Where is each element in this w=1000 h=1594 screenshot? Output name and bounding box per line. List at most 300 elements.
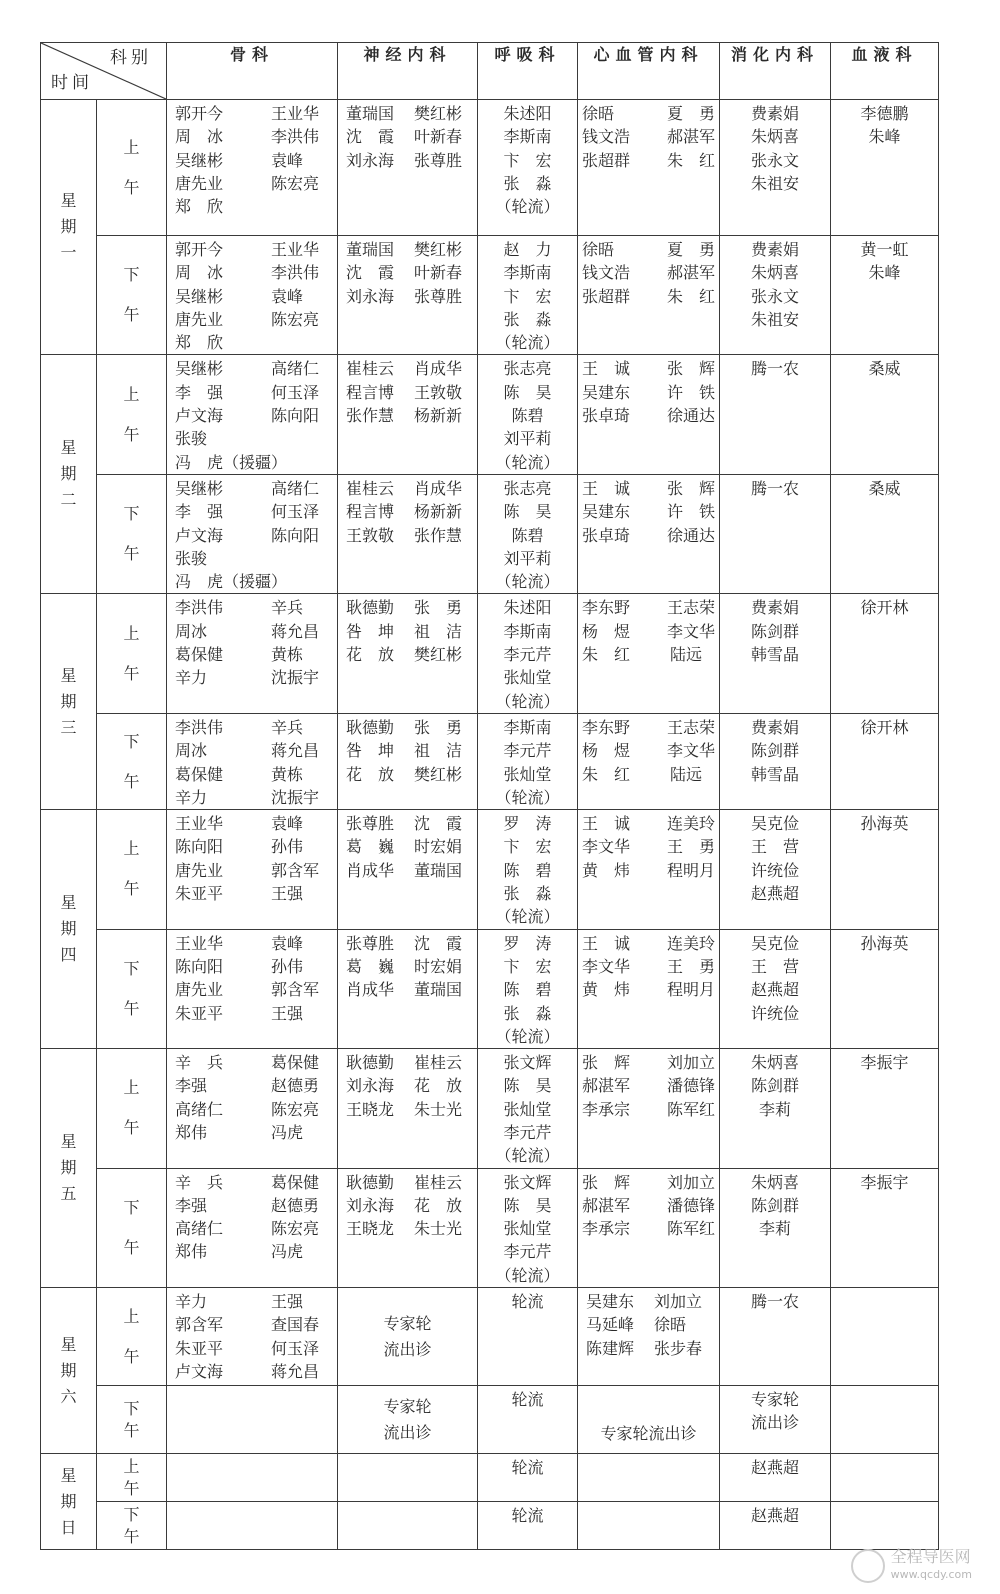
day-char: 期 [60,217,77,237]
day-char: 日 [60,1517,77,1537]
session-label-tue-pm [97,474,167,593]
doctor-name: 腾一农 [750,478,799,498]
doctor-name: （轮流） [495,787,560,807]
doctor-name: 王 诚 [582,933,631,953]
doctor-name: 韩雪晶 [750,764,799,784]
name-line [171,172,333,195]
doctor-name: 李元芹 [503,645,552,665]
hematology-cell [831,1168,939,1287]
doctor-name: 吴建东 [582,382,631,402]
doctor-name: 赵德勇 [271,1076,320,1096]
name-line [171,102,333,125]
doctor-name: 郝湛军 [666,127,715,147]
name-line [171,1051,333,1074]
doctor-name: 徐通达 [666,525,715,545]
cardiology-cell [578,100,720,236]
hematology-cell [831,1502,939,1550]
doctor-name: 王敦敬 [346,525,395,545]
doctor-name: 朱炳喜 [750,1172,799,1192]
name-line [342,932,473,955]
doctor-name: 樊红彬 [414,240,463,259]
respiratory-cell [478,713,578,809]
weekend-rows [41,1288,939,1550]
session-char: 下 [123,731,140,751]
doctor-name: 王强 [271,1292,304,1312]
name-line [171,1194,333,1217]
doctor-name: 张 辉 [582,1172,631,1192]
neurology-cell [338,713,478,809]
name-line [171,308,333,331]
doctor-name: 葛保健 [175,645,224,665]
name-line [342,1051,473,1074]
session-label-sat-am [97,1288,167,1386]
doctor-name: 祖 洁 [414,741,463,761]
doctor-name: 冯 虎（援疆） [175,452,288,472]
doctor-name: 陈碧 [511,525,544,545]
name-line [342,1217,473,1240]
doctor-name: 赵燕超 [750,980,799,1000]
name-line [582,261,715,284]
doctor-name: 樊红彬 [414,764,463,784]
rotation-text: 轮流 [511,1292,544,1312]
doctor-name: 陈军红 [666,1099,715,1119]
name-line [342,596,473,619]
doctor-name [267,547,271,570]
doctor-name: 刘平莉 [503,548,552,568]
hematology-cell [831,1049,939,1168]
doctor-name: 朱述阳 [503,104,552,123]
doctor-name: 朱述阳 [503,598,552,618]
schedule-row-sat-pm [41,1386,939,1454]
doctor-name: 辛兵 [271,717,304,737]
doctor-name: 李文华 [666,741,715,761]
doctor-name: 许 铁 [666,382,715,402]
hematology-cell [831,236,939,355]
doctor-name: 费素娟 [750,717,799,737]
doctor-name: 朱士光 [414,1219,463,1239]
cardiology-cell [578,1168,720,1287]
doctor-name: 陈向阳 [175,956,224,976]
name-line [171,285,333,308]
name-line [171,357,333,380]
cardiology-cell [578,236,720,355]
doctor-name [267,331,271,354]
name-line [171,547,333,570]
session-char: 下 [123,504,140,524]
doctor-name: 徐晤 [654,1315,687,1335]
name-line [582,125,715,148]
watermark-text [891,1548,972,1584]
doctor-name: 陈 昊 [503,1076,552,1096]
doctor-name: 王业华 [175,814,224,834]
doctor-name: （轮流） [495,691,560,711]
name-line [171,666,333,689]
doctor-name: 肖成华 [346,980,395,1000]
doctor-name: 郭含军 [271,980,320,1000]
doctor-name: 查国春 [271,1315,320,1335]
day-char: 三 [60,717,77,737]
orthopedics-cell [167,929,338,1048]
gastro-note-cell [720,1386,831,1454]
doctor-name: 冯虎 [271,1242,304,1262]
doctor-name: 张作慧 [414,525,463,545]
name-line [342,716,473,739]
schedule-row-wed-am [41,594,939,713]
name-line [342,835,473,858]
hematology-cell [831,594,939,713]
doctor-name: 张永文 [750,286,799,306]
doctor-name: 卞 宏 [503,837,552,857]
doctor-name: 张卓琦 [582,406,631,426]
session-char: 午 [123,879,140,899]
name-line [582,716,715,739]
name-line [582,477,715,500]
name-line [171,643,333,666]
doctor-name: 咎 坤 [346,621,395,641]
name-line [582,1051,715,1074]
orthopedics-cell [167,236,338,355]
doctor-name: 王志荣 [666,598,715,618]
doctor-name: 陈宏亮 [271,1099,320,1119]
doctor-name: 董瑞国 [346,104,395,123]
doctor-name: 李 强 [175,502,224,522]
gastro-cell [720,1454,831,1502]
name-line [171,1002,333,1025]
doctor-name: 罗 涛 [503,933,552,953]
doctor-name: 董瑞国 [414,980,463,1000]
doctor-name: （轮流） [495,1146,560,1166]
doctor-name: 周冰 [175,621,208,641]
schedule-row-sun-am [41,1454,939,1502]
doctor-name: （轮流） [495,572,560,592]
neurology-cell [338,355,478,474]
doctor-name: 耿德勤 [346,717,395,737]
session-char: 上 [123,137,140,157]
rotation-note: 流出诊 [750,1413,799,1433]
doctor-name: 陈军红 [666,1219,715,1239]
doctor-name: （轮流） [495,1026,560,1046]
name-line [171,477,333,500]
rotation-note: 流出诊 [383,1339,432,1359]
rotation-note: 专家轮 [750,1390,799,1410]
session-label-tue-am [97,355,167,474]
gastro-cell [720,929,831,1048]
doctor-name: 陈 碧 [503,860,552,880]
gastro-cell [720,236,831,355]
doctor-name: 连美玲 [666,814,715,834]
doctor-name: 郭含军 [175,1315,224,1335]
gastro-cell [720,1502,831,1550]
doctor-name: 杨新新 [414,502,463,522]
session-char: 午 [123,1346,140,1366]
doctor-name: 崔桂云 [346,478,395,498]
orthopedics-cell [167,713,338,809]
neurology-cell [338,100,478,236]
doctor-name: 冯虎 [271,1122,304,1142]
watermark-name: 全程导医网 [890,1547,971,1566]
cardiology-cell [578,810,720,929]
name-line [342,357,473,380]
name-line [171,404,333,427]
day-char: 期 [60,919,77,939]
name-line [171,835,333,858]
doctor-name: 沈振宇 [271,668,320,688]
gastro-cell [720,810,831,929]
doctor-name: 张步春 [654,1338,703,1358]
doctor-name: 张灿堂 [503,1099,552,1119]
doctor-name: 蒋允昌 [271,621,320,641]
rotation-note: 专家轮流出诊 [600,1424,697,1444]
corner-label-time: 时间 [51,72,93,93]
doctor-name: 耿德勤 [346,1172,395,1192]
doctor-name: 黄 炜 [582,860,631,880]
doctor-name: 刘永海 [346,150,395,170]
name-line [582,739,715,762]
name-line [582,524,715,547]
name-line [582,955,715,978]
doctor-name: 张灿堂 [503,668,552,688]
doctor-name: 吴继彬 [175,359,224,379]
hematology-cell [831,355,939,474]
doctor-name: 费素娟 [750,598,799,618]
doctor-name: 李元芹 [503,741,552,761]
doctor-name: 唐先业 [175,173,224,193]
doctor-name: 朱炳喜 [750,127,799,147]
doctor-name: 陆远 [670,645,703,665]
doctor-name: 陈宏亮 [271,1219,320,1239]
schedule-row-sun-pm [41,1502,939,1550]
day-char: 五 [60,1184,77,1204]
doctor-name: 崔桂云 [414,1053,463,1073]
hematology-cell [831,929,939,1048]
doctor-name: 张 淼 [503,173,552,193]
doctor-name: 陈剑群 [750,741,799,761]
name-line [342,1194,473,1217]
schedule-row-fri-pm [41,1168,939,1287]
name-line [582,812,715,835]
name-line [171,978,333,1001]
rotation-text: 轮流 [511,1458,544,1478]
neurology-cell [338,1454,478,1502]
respiratory-cell [478,474,578,593]
doctor-name: 花 放 [346,645,395,665]
name-line [582,835,715,858]
name-line [171,500,333,523]
doctor-name: 郭开今 [175,240,224,259]
name-line [171,596,333,619]
doctor-name: 郭开今 [175,104,224,123]
doctor-name: 朱峰 [868,127,901,147]
doctor-name: 高绪仁 [175,1099,224,1119]
name-line [171,381,333,404]
dept-header-respiratory: 呼吸科 [478,43,578,100]
doctor-name [267,195,271,218]
doctor-name: （轮流） [495,1265,560,1285]
schedule-row-fri-am [41,1049,939,1168]
day-char: 星 [60,893,77,913]
doctor-name: 董瑞国 [414,860,463,880]
doctor-name: 刘平莉 [503,429,552,449]
doctor-name: 杨新新 [414,406,463,426]
respiratory-cell [478,1288,578,1386]
doctor-name: 吴建东 [586,1292,635,1312]
doctor-name: 刘加立 [666,1172,715,1192]
doctor-name: 沈振宇 [271,787,320,807]
cardiology-cell [578,1502,720,1550]
doctor-name: 高绪仁 [271,478,320,498]
session-char: 午 [123,544,140,564]
doctor-name: 程明月 [666,980,715,1000]
cardiology-cell [578,1454,720,1502]
doctor-name: 唐先业 [175,860,224,880]
doctor-name: 张 辉 [666,478,715,498]
hematology-cell [831,713,939,809]
doctor-name: 腾一农 [750,359,799,379]
doctor-name: （轮流） [495,452,560,472]
doctor-name: 樊红彬 [414,104,463,123]
doctor-name: 周冰 [175,741,208,761]
doctor-name: 辛力 [175,668,208,688]
doctor-name: 朱炳喜 [750,1053,799,1073]
name-line [342,739,473,762]
day-char: 星 [60,1334,77,1354]
doctor-name: 刘加立 [654,1292,703,1312]
name-line [342,477,473,500]
session-char: 上 [123,384,140,404]
session-label-thu-am [97,810,167,929]
gastro-cell [720,1168,831,1287]
doctor-name: 程明月 [666,860,715,880]
doctor-name: 许统俭 [750,1003,799,1023]
orthopedics-cell [167,1288,338,1386]
doctor-name: 咎 坤 [346,741,395,761]
doctor-name: 李元芹 [503,1122,552,1142]
doctor-name: 陈 昊 [503,382,552,402]
session-char: 上 [123,623,140,643]
name-line [342,149,473,172]
doctor-name: 郑 欣 [175,333,224,353]
neurology-cell [338,810,478,929]
session-char: 下 [123,1398,140,1418]
doctor-name: 张 淼 [503,309,552,329]
name-line [582,404,715,427]
doctor-name: 陈向阳 [271,406,320,426]
doctor-name: 刘永海 [346,286,395,306]
doctor-name: 王强 [271,1003,304,1023]
name-line [582,1171,715,1194]
doctor-name: 朱祖安 [750,309,799,329]
doctor-name: 高绪仁 [271,359,320,379]
doctor-name: 吴继彬 [175,150,224,170]
doctor-name: 王敦敬 [414,382,463,402]
day-char: 期 [60,464,77,484]
name-line [582,620,715,643]
doctor-name: 花 放 [414,1076,463,1096]
doctor-name: 耿德勤 [346,598,395,618]
name-line [342,978,473,1001]
cardiology-note-cell [578,1386,720,1454]
doctor-name: 黄 炜 [582,980,631,1000]
day-char: 星 [60,665,77,685]
doctor-name: 肖成华 [346,860,395,880]
schedule-row-mon-am [41,100,939,236]
name-line [171,1217,333,1240]
doctor-name: 腾一农 [750,1292,799,1312]
doctor-name: 李承宗 [582,1219,631,1239]
doctor-name: 吴克俭 [750,814,799,834]
schedule-row-mon-pm [41,236,939,355]
name-line [171,451,333,474]
doctor-name: 杨 煜 [582,741,631,761]
cardiology-cell [578,929,720,1048]
doctor-name: 张灿堂 [503,764,552,784]
doctor-name: 朱 红 [582,645,631,665]
orthopedics-cell [167,100,338,236]
day-label-mon [41,100,97,355]
doctor-name: 卞 宏 [503,286,552,306]
doctor-name: 沈 霞 [414,933,463,953]
doctor-name: 张尊胜 [414,286,463,306]
name-line [582,102,715,125]
name-line [171,882,333,905]
name-line [582,1337,715,1360]
doctor-name: 李斯南 [503,717,552,737]
doctor-name: 许 铁 [666,502,715,522]
session-char: 午 [123,1237,140,1257]
doctor-name: 袁峰 [271,286,304,306]
doctor-name: 朱 红 [666,150,715,170]
doctor-name: 蒋允昌 [271,741,320,761]
session-char: 下 [123,958,140,978]
name-line [342,381,473,404]
doctor-name: 李承宗 [582,1099,631,1119]
session-label-sat-pm [97,1386,167,1454]
gastro-cell [720,594,831,713]
doctor-name: 刘加立 [666,1053,715,1073]
session-label-mon-pm [97,236,167,355]
doctor-name: 郑伟 [175,1242,208,1262]
doctor-name: 费素娟 [750,240,799,259]
name-line [171,1171,333,1194]
doctor-name: 张骏 [175,429,208,449]
doctor-name: 陈建辉 [586,1338,635,1358]
doctor-name: 耿德勤 [346,1053,395,1073]
doctor-name: 张骏 [175,548,208,568]
doctor-name: 吴继彬 [175,286,224,306]
name-line [582,859,715,882]
doctor-name: 朱亚平 [175,1338,224,1358]
session-char: 午 [123,663,140,683]
doctor-name: 何玉泽 [271,502,320,522]
watermark-logo-icon [851,1549,885,1583]
doctor-name: 桑威 [868,478,901,498]
cardiology-cell [578,1288,720,1386]
neurology-cell [338,929,478,1048]
doctor-name: 刘永海 [346,1076,395,1096]
day-char: 期 [60,691,77,711]
orthopedics-cell [167,1049,338,1168]
hematology-cell [831,1454,939,1502]
doctor-name: 朱祖安 [750,173,799,193]
doctor-name: 费素娟 [750,104,799,123]
doctor-name: 李元芹 [503,1242,552,1262]
name-line [582,763,715,786]
doctor-name: 王 勇 [666,837,715,857]
name-line [342,524,473,547]
doctor-name: 冯 虎（援疆） [175,572,288,592]
name-line [171,149,333,172]
day-char: 星 [60,438,77,458]
